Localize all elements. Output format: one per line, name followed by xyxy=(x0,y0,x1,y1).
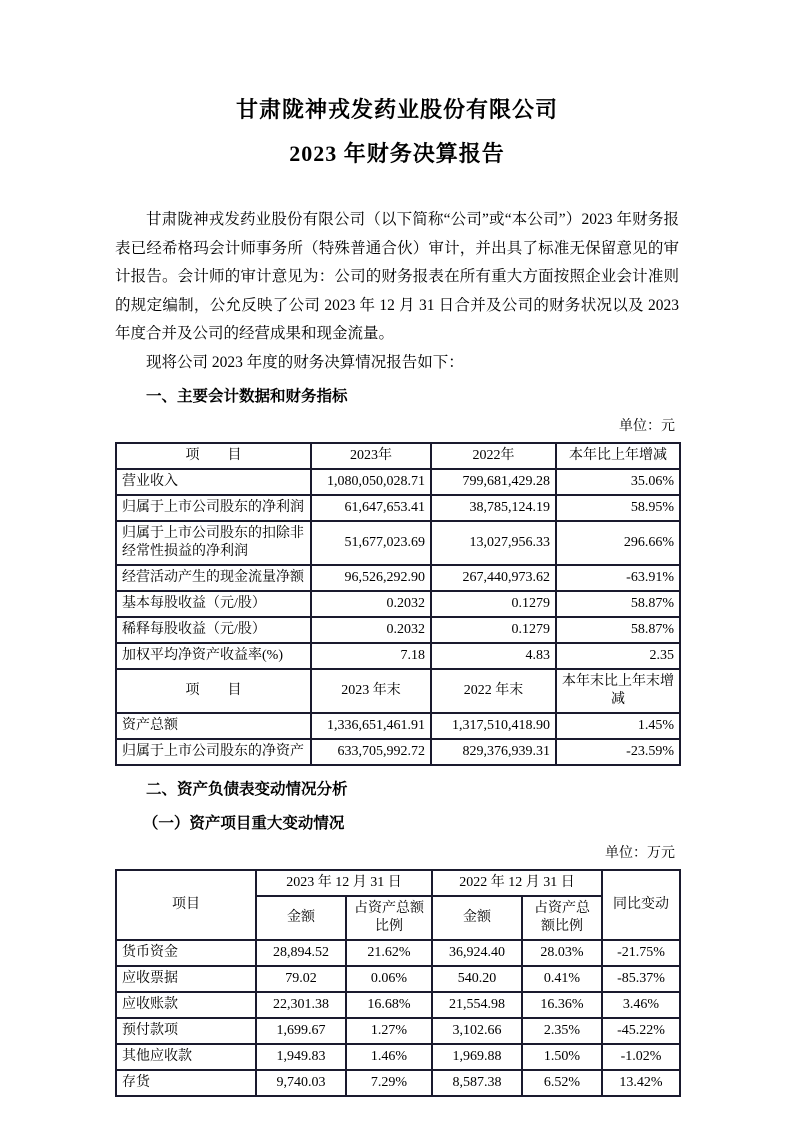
table-cell: 货币资金 xyxy=(116,940,256,966)
table-row xyxy=(116,1044,680,1070)
table-cell: 1.45% xyxy=(556,713,680,739)
table-cell: 4.83 xyxy=(431,643,556,669)
table-row xyxy=(116,591,680,617)
table-row xyxy=(116,992,680,1018)
table1-body-annual xyxy=(116,469,680,669)
table-cell: 22,301.38 xyxy=(256,992,346,1018)
table-cell: 38,785,124.19 xyxy=(431,495,556,521)
column-header-year-end-change: 本年末比上年末增减 xyxy=(556,669,680,713)
table1-header-row xyxy=(116,443,680,469)
lead-in-paragraph: 现将公司 2023 年度的财务决算情况报告如下： xyxy=(146,353,464,371)
column-header-2023: 2023年 xyxy=(311,443,431,469)
table-cell: -21.75% xyxy=(602,940,680,966)
table-cell: 加权平均净资产收益率(%) xyxy=(116,643,311,669)
table-cell: 经营活动产生的现金流量净额 xyxy=(116,565,311,591)
table-row xyxy=(116,1070,680,1096)
document-title: 甘肃陇神戎发药业股份有限公司 xyxy=(235,97,558,122)
table-cell: 96,526,292.90 xyxy=(311,565,431,591)
table-cell: 3,102.66 xyxy=(432,1018,522,1044)
column-header-pct-of-assets-2022: 占资产总额比例 xyxy=(522,896,602,940)
table-row xyxy=(116,521,680,565)
table-cell: 0.2032 xyxy=(311,617,431,643)
table-cell: 36,924.40 xyxy=(432,940,522,966)
table1-body-year-end xyxy=(116,713,680,765)
table-cell: 799,681,429.28 xyxy=(431,469,556,495)
table2-body xyxy=(116,940,680,1096)
table-cell: -45.22% xyxy=(602,1018,680,1044)
table-cell: 0.41% xyxy=(522,966,602,992)
table-cell: 1,969.88 xyxy=(432,1044,522,1070)
table-cell: 1.46% xyxy=(346,1044,432,1070)
table-cell: 7.29% xyxy=(346,1070,432,1096)
column-header-amount-2022: 金额 xyxy=(432,896,522,940)
table-cell: 21.62% xyxy=(346,940,432,966)
column-header-2022-year-end: 2022 年末 xyxy=(431,669,556,713)
table-cell: 0.1279 xyxy=(431,591,556,617)
table-cell: 归属于上市公司股东的扣除非经常性损益的净利润 xyxy=(116,521,311,565)
table1-subheader-row xyxy=(116,669,680,713)
section-2-1-subheading: （一）资产项目重大变动情况 xyxy=(142,815,345,832)
unit-label-yuan: 单位：元 xyxy=(619,419,675,434)
column-header-2022: 2022年 xyxy=(431,443,556,469)
table-cell: 61,647,653.41 xyxy=(311,495,431,521)
table-cell: 16.68% xyxy=(346,992,432,1018)
column-header-item: 项 目 xyxy=(116,669,311,713)
intro-paragraph: 甘肃陇神戎发药业股份有限公司（以下简称“公司”或“本公司”）2023 年财务报表已经希格玛会计师事务所（特殊普通合伙）审计，并出具了标准无保留意见的审计报告。会计师的审计意见为：公司的财务报表在所有重大方面按照企业会计准则的规定编制，公允反映了公司 2023 年 12 月 31 日合并及公司的财务状况以及 2023 年度合并及公司的经营成果和现金流量。 xyxy=(115,211,679,342)
table-cell: -85.37% xyxy=(602,966,680,992)
table-row xyxy=(116,617,680,643)
column-header-2023-year-end: 2023 年末 xyxy=(311,669,431,713)
table-cell: 58.87% xyxy=(556,617,680,643)
table-cell: 296.66% xyxy=(556,521,680,565)
column-header-amount-2023: 金额 xyxy=(256,896,346,940)
table-cell: 1,949.83 xyxy=(256,1044,346,1070)
table-cell: 归属于上市公司股东的净资产 xyxy=(116,739,311,765)
table-cell: 3.46% xyxy=(602,992,680,1018)
table-row xyxy=(116,1018,680,1044)
table-cell: 1.50% xyxy=(522,1044,602,1070)
table-cell: 633,705,992.72 xyxy=(311,739,431,765)
key-financial-indicators-table xyxy=(115,442,681,766)
table-cell: 9,740.03 xyxy=(256,1070,346,1096)
table-cell: 58.95% xyxy=(556,495,680,521)
table-cell: 应收账款 xyxy=(116,992,256,1018)
table-row xyxy=(116,940,680,966)
column-group-2023-12-31: 2023 年 12 月 31 日 xyxy=(256,870,432,896)
table-cell: 稀释每股收益（元/股） xyxy=(116,617,311,643)
table-cell: 1,080,050,028.71 xyxy=(311,469,431,495)
table-cell: 79.02 xyxy=(256,966,346,992)
column-header-yoy-change: 同比变动 xyxy=(602,870,680,940)
table-row xyxy=(116,565,680,591)
table-cell: 28,894.52 xyxy=(256,940,346,966)
table-cell: 6.52% xyxy=(522,1070,602,1096)
table-cell: 预付款项 xyxy=(116,1018,256,1044)
table-cell: 1.27% xyxy=(346,1018,432,1044)
table-cell: 0.2032 xyxy=(311,591,431,617)
table-cell: 7.18 xyxy=(311,643,431,669)
table2-header-row-1 xyxy=(116,870,680,896)
table-cell: 其他应收款 xyxy=(116,1044,256,1070)
table-cell: 基本每股收益（元/股） xyxy=(116,591,311,617)
table-row xyxy=(116,469,680,495)
column-header-item: 项 目 xyxy=(116,443,311,469)
table-cell: 存货 xyxy=(116,1070,256,1096)
table-cell: 540.20 xyxy=(432,966,522,992)
table-cell: 16.36% xyxy=(522,992,602,1018)
table-cell: 51,677,023.69 xyxy=(311,521,431,565)
table-cell: 267,440,973.62 xyxy=(431,565,556,591)
table-cell: -1.02% xyxy=(602,1044,680,1070)
table-cell: 58.87% xyxy=(556,591,680,617)
table-cell: 13,027,956.33 xyxy=(431,521,556,565)
table-cell: -23.59% xyxy=(556,739,680,765)
section-1-heading: 一、主要会计数据和财务指标 xyxy=(146,388,348,405)
column-header-pct-of-assets-2023: 占资产总额比例 xyxy=(346,896,432,940)
table1-subheader-body xyxy=(116,669,680,713)
table-cell: 营业收入 xyxy=(116,469,311,495)
table-cell: 21,554.98 xyxy=(432,992,522,1018)
table-row xyxy=(116,643,680,669)
section-2-heading: 二、资产负债表变动情况分析 xyxy=(146,781,348,798)
table-row xyxy=(116,495,680,521)
table-cell: -63.91% xyxy=(556,565,680,591)
table-row xyxy=(116,739,680,765)
table-cell: 35.06% xyxy=(556,469,680,495)
table-cell: 2.35 xyxy=(556,643,680,669)
column-group-2022-12-31: 2022 年 12 月 31 日 xyxy=(432,870,602,896)
table-cell: 28.03% xyxy=(522,940,602,966)
table-cell: 归属于上市公司股东的净利润 xyxy=(116,495,311,521)
table-cell: 13.42% xyxy=(602,1070,680,1096)
table-cell: 0.06% xyxy=(346,966,432,992)
table-cell: 2.35% xyxy=(522,1018,602,1044)
table-cell: 829,376,939.31 xyxy=(431,739,556,765)
table-cell: 1,317,510,418.90 xyxy=(431,713,556,739)
table-cell: 1,336,651,461.91 xyxy=(311,713,431,739)
asset-items-change-table xyxy=(115,869,681,1097)
column-header-item: 项目 xyxy=(116,870,256,940)
column-header-yoy-change: 本年比上年增减 xyxy=(556,443,680,469)
table-row xyxy=(116,966,680,992)
table-cell: 资产总额 xyxy=(116,713,311,739)
table-cell: 8,587.38 xyxy=(432,1070,522,1096)
table-cell: 0.1279 xyxy=(431,617,556,643)
table-row xyxy=(116,713,680,739)
table-cell: 1,699.67 xyxy=(256,1018,346,1044)
document-subtitle: 2023 年财务决算报告 xyxy=(289,141,505,166)
unit-label-wan-yuan: 单位：万元 xyxy=(605,846,675,861)
table-cell: 应收票据 xyxy=(116,966,256,992)
